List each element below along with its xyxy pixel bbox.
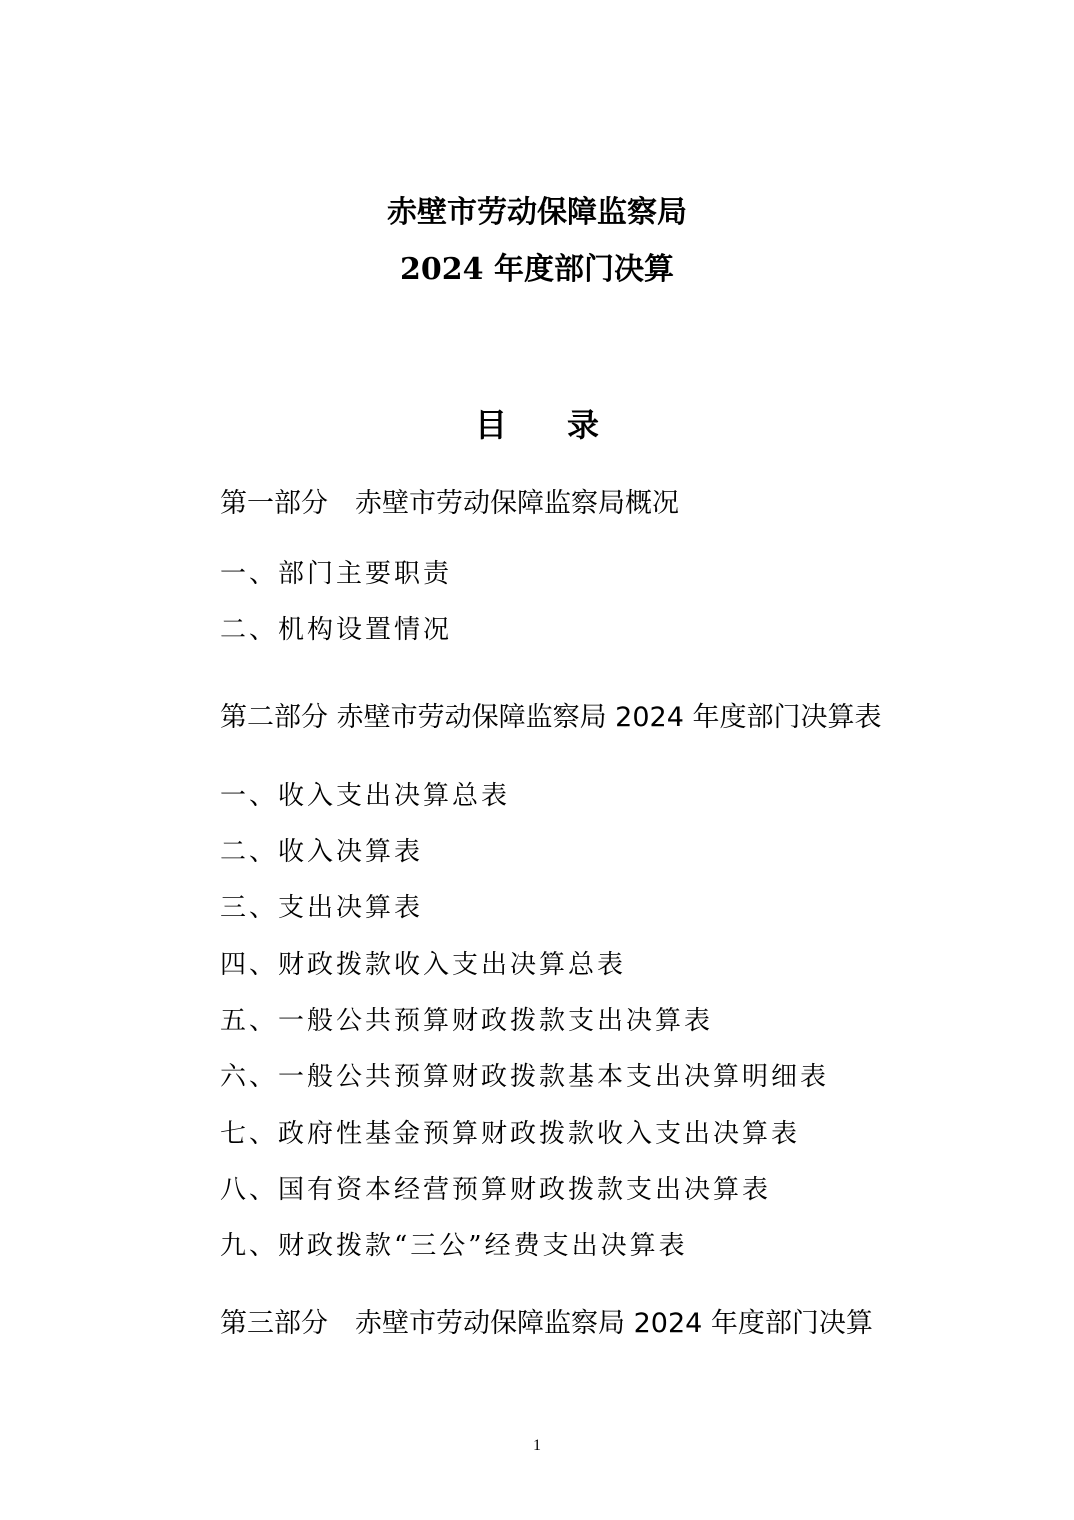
part2-heading: 第二部分 赤壁市劳动保障监察局 2024 年度部门决算表	[220, 702, 882, 733]
part2-item-8: 八、国有资本经营预算财政拨款支出决算表	[220, 1175, 772, 1205]
document-title-line1: 赤壁市劳动保障监察局	[387, 195, 687, 230]
part2-item-1: 一、收入支出决算总表	[220, 781, 511, 811]
document-title-line2: 2024 年度部门决算	[400, 252, 674, 287]
part3-heading: 第三部分 赤壁市劳动保障监察局 2024 年度部门决算	[220, 1308, 873, 1339]
part2-item-3: 三、支出决算表	[220, 893, 424, 923]
part2-item-9: 九、财政拨款“三公”经费支出决算表	[220, 1231, 688, 1261]
part2-item-2: 二、收入决算表	[220, 837, 424, 867]
part1-item-2: 二、机构设置情况	[220, 615, 453, 645]
part2-item-5: 五、一般公共预算财政拨款支出决算表	[220, 1006, 714, 1036]
part2-item-4: 四、财政拨款收入支出决算总表	[220, 950, 627, 980]
part2-item-6: 六、一般公共预算财政拨款基本支出决算明细表	[220, 1062, 830, 1092]
part1-heading: 第一部分 赤壁市劳动保障监察局概况	[220, 488, 679, 519]
toc-heading: 目录	[474, 406, 659, 444]
part2-item-7: 七、政府性基金预算财政拨款收入支出决算表	[220, 1119, 801, 1149]
page-number: 1	[533, 1437, 541, 1454]
part1-item-1: 一、部门主要职责	[220, 559, 453, 589]
